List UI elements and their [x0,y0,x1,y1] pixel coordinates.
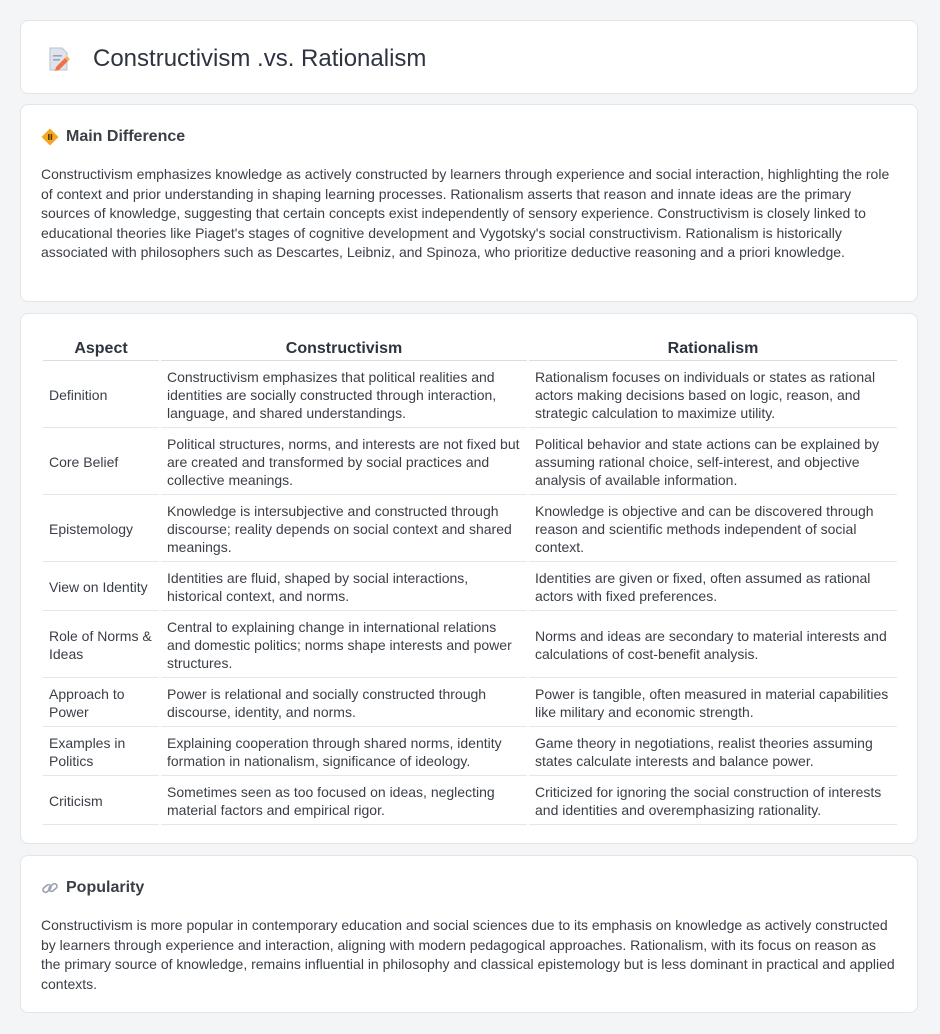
comparison-table-card [20,313,918,844]
table-row [43,680,897,727]
comparison-table [41,334,899,827]
rationalism-cell: Power is tangible, often measured in material capabilities like military and economic strength. [529,680,897,727]
constructivism-cell: Explaining cooperation through shared norms, identity formation in nationalism, significance of ideology. [161,729,527,776]
rationalism-cell: Rationalism focuses on individuals or states as rational actors making decisions based on logic, reason, and strategic calculation to maximize utility. [529,363,897,428]
table-row [43,363,897,428]
aspect-cell: Core Belief [43,430,159,495]
rationalism-cell: Norms and ideas are secondary to material interests and calculations of cost-benefit analysis. [529,613,897,678]
table-row [43,497,897,562]
aspect-cell: Definition [43,363,159,428]
aspect-cell: View on Identity [43,564,159,611]
column-header-aspect: Aspect [43,336,159,361]
aspect-cell: Epistemology [43,497,159,562]
table-row [43,564,897,611]
aspect-cell: Examples in Politics [43,729,159,776]
table-row [43,613,897,678]
column-header-constructivism: Constructivism [161,336,527,361]
table-row [43,430,897,495]
rationalism-cell: Criticized for ignoring the social construction of interests and identities and overemphasizing rationality. [529,778,897,825]
constructivism-cell: Constructivism emphasizes that political realities and identities are socially constructed through interaction, language, and shared understandings. [161,363,527,428]
popularity-section [20,855,918,1013]
header-card [20,20,918,94]
aspect-cell: Role of Norms & Ideas [43,613,159,678]
popularity-header [41,876,144,900]
aspect-cell: Criticism [43,778,159,825]
popularity-heading: Popularity [66,879,145,896]
diamond-sign-icon [41,128,59,146]
table-header-row [43,336,897,361]
column-header-rationalism: Rationalism [529,336,897,361]
popularity-text: Constructivism is more popular in contemporary education and social sciences due to its emphasis on knowledge as actively constructed by learners through experience and interaction, aligning with modern pedagogical approaches. Rationalism, with its focus on reason as the primary source of knowledge, remains influential in philosophy and classical epistemology but is less dominant in practical and applied contexts. [41,917,895,992]
constructivism-cell: Political structures, norms, and interests are not fixed but are created and transformed by social practices and collective meanings. [161,430,527,495]
main-difference-text: Constructivism emphasizes knowledge as actively constructed by learners through experience and social interaction, highlighting the role of context and prior understanding in shaping learning processes. Rationalism asserts that reason and innate ideas are the primary sources of knowledge, suggesting that certain concepts exist independently of sensory experience. Constructivism is closely linked to educational theories like Piaget's stages of cognitive development and Vygotsky's social constructivism. Rationalism is historically associated with philosophers such as Descartes, Leibniz, and Spinoza, who prioritize deductive reasoning and a priori knowledge. [41,166,890,260]
link-icon [41,879,59,897]
rationalism-cell: Game theory in negotiations, realist theories assuming states calculate interests and balance power. [529,729,897,776]
aspect-cell: Approach to Power [43,680,159,727]
table-row [43,729,897,776]
constructivism-cell: Identities are fluid, shaped by social interactions, historical context, and norms. [161,564,527,611]
constructivism-cell: Power is relational and socially constructed through discourse, identity, and norms. [161,680,527,727]
main-difference-section [20,104,918,302]
constructivism-cell: Knowledge is intersubjective and constructed through discourse; reality depends on social context and shared meanings. [161,497,527,562]
page-title: Constructivism .vs. Rationalism [93,45,427,72]
rationalism-cell: Identities are given or fixed, often assumed as rational actors with fixed preferences. [529,564,897,611]
main-difference-heading: Main Difference [66,128,186,145]
edit-document-icon [47,46,71,72]
constructivism-cell: Central to explaining change in international relations and domestic politics; norms shape interests and power structures. [161,613,527,678]
rationalism-cell: Knowledge is objective and can be discovered through reason and scientific methods independent of social context. [529,497,897,562]
rationalism-cell: Political behavior and state actions can be explained by assuming rational choice, self-interest, and objective analysis of available information. [529,430,897,495]
constructivism-cell: Sometimes seen as too focused on ideas, neglecting material factors and empirical rigor. [161,778,527,825]
table-row [43,778,897,825]
main-difference-header [41,125,185,149]
